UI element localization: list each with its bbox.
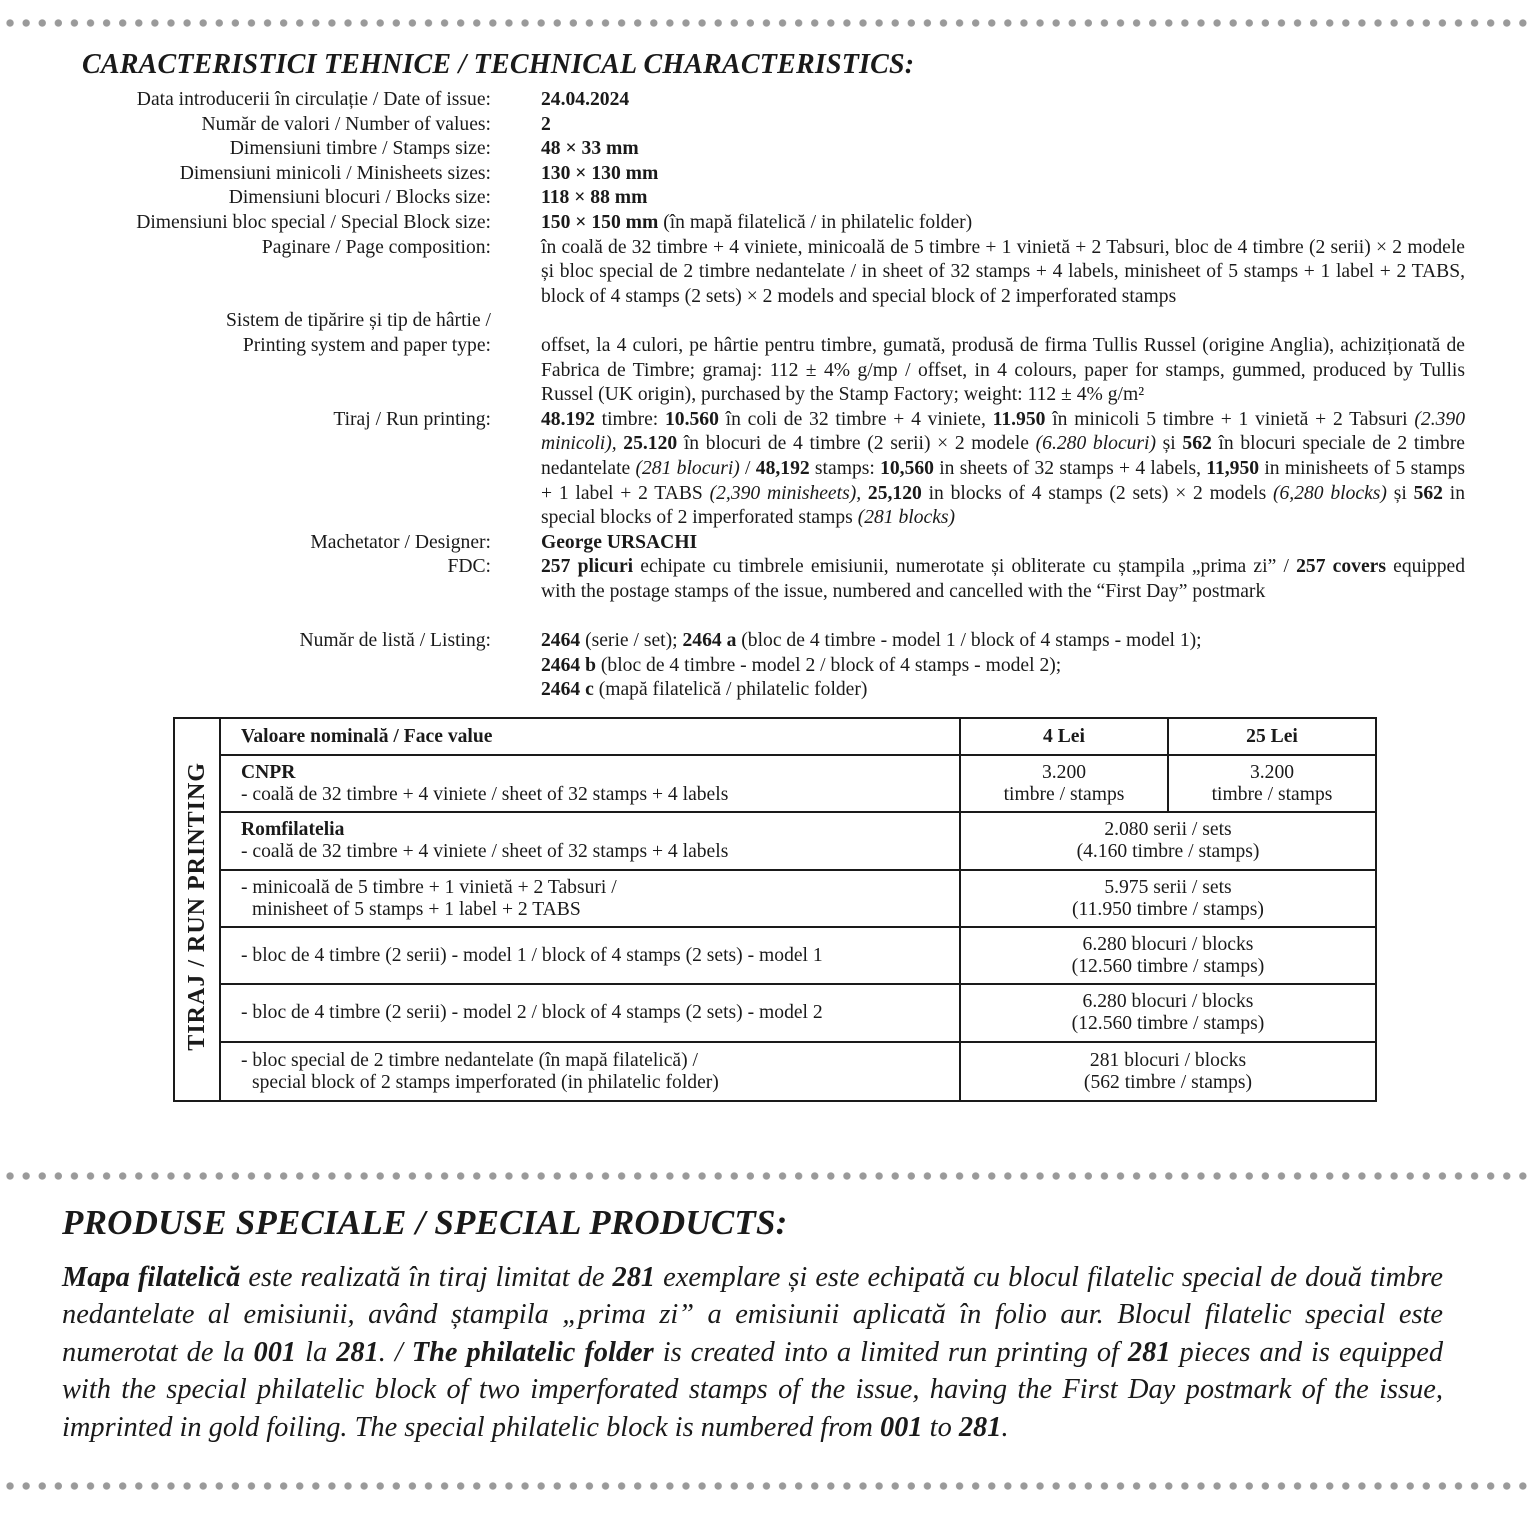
run-text: și (1156, 433, 1183, 455)
table-row (174, 984, 1376, 1042)
cell-value: 281 blocuri / blocks (1089, 1049, 1247, 1071)
table-cell-desc (220, 870, 960, 927)
table-cell-desc (220, 1042, 960, 1101)
run-text: în minicoli 5 timbre + 1 vinietă + 2 Tabsuri (1045, 408, 1415, 430)
spec-label: Machetator / Designer: (310, 531, 491, 553)
cell-unit: (4.160 timbre / stamps) (1076, 841, 1260, 862)
run-text: / (739, 457, 756, 479)
dotted-divider-bottom (0, 1481, 1527, 1491)
listing-text: (bloc de 4 timbre - model 1 / block of 4 stamps - model 1); (736, 630, 1202, 652)
cell-value: 6.280 blocuri / blocks (1082, 991, 1254, 1012)
row-desc: - minicoală de 5 timbre + 1 vinietă + 2 Tabsuri / (241, 876, 617, 898)
row-desc: - bloc de 4 timbre (2 serii) - model 2 / block of 4 stamps (2 sets) - model 2 (241, 1002, 823, 1023)
fdc-text: echipate cu timbrele emisiunii, numerotate și obliterate cu ștampila „prima zi” / (633, 556, 1297, 578)
table-row (174, 927, 1376, 984)
spec-label: FDC: (447, 556, 491, 578)
listing-line (541, 629, 1465, 654)
run-text: (281 blocuri) (635, 457, 740, 479)
spec-row-designer (0, 531, 1527, 556)
row-desc: - coală de 32 timbre + 4 viniete / sheet of 32 stamps + 4 labels (241, 783, 729, 805)
technical-characteristics-title: CARACTERISTICI TEHNICE / TECHNICAL CHARACTERISTICS: (82, 49, 915, 80)
sp-text: 001 (253, 1336, 297, 1368)
run-text: în coli de 32 timbre + 4 viniete, (718, 408, 993, 430)
table-cell-value (960, 755, 1168, 812)
table-cell-desc (220, 927, 960, 984)
row-title: CNPR (241, 761, 296, 783)
run-text: în blocuri speciale de 2 timbre nedantelate (541, 433, 1465, 479)
face-value-25-lei: 25 Lei (1168, 718, 1376, 755)
run-text: și (1386, 482, 1414, 504)
run-text: (2.390 minicoli), (541, 408, 1466, 455)
spec-label: Sistem de tipărire și tip de hârtie / (226, 310, 491, 332)
fdc-text: 257 covers (1296, 556, 1386, 578)
listing-number: 2464 (541, 630, 581, 652)
run-text: în blocuri de 4 timbre (2 serii) × 2 modele (677, 433, 1036, 455)
sp-text: la (296, 1336, 337, 1368)
row-desc: - bloc de 4 timbre (2 serii) - model 1 / block of 4 stamps (2 sets) - model 1 (241, 944, 823, 966)
row-desc: - coală de 32 timbre + 4 viniete / sheet of 32 stamps + 4 labels (241, 841, 729, 862)
run-text: stamps: (809, 457, 881, 479)
special-products-title: PRODUSE SPECIALE / SPECIAL PRODUCTS: (62, 1203, 788, 1242)
spec-row-printing-label-1 (0, 309, 1527, 334)
sp-text: este realizată în tiraj limitat de (240, 1262, 613, 1293)
spec-row-stamps-size (0, 137, 1527, 162)
spec-label: Dimensiuni bloc special / Special Block size: (136, 211, 491, 233)
spec-label: Număr de listă / Listing: (299, 630, 491, 652)
run-text: 25.120 (623, 433, 678, 455)
spec-row-number-of-values (0, 113, 1527, 138)
side-label-text: TIRAJ / RUN PRINTING (184, 762, 210, 1051)
spec-label: Printing system and paper type: (242, 334, 491, 356)
spec-label: Data introducerii în circulație / Date of issue: (136, 89, 491, 110)
dotted-divider-middle (0, 1171, 1527, 1181)
run-text: 562 (1413, 482, 1443, 504)
cell-unit: (12.560 timbre / stamps) (1071, 955, 1265, 977)
spec-row-minisheets-size (0, 162, 1527, 187)
run-text: (281 blocks) (857, 507, 956, 529)
spec-label: Paginare / Page composition: (261, 236, 491, 258)
run-text: (2,390 minisheets), (709, 482, 862, 504)
table-cell-value (960, 870, 1376, 927)
sp-text: . (1001, 1411, 1009, 1443)
cell-value: 5.975 serii / sets (1104, 876, 1232, 898)
table-cell-value (1168, 755, 1376, 812)
table-cell-value (960, 927, 1376, 984)
spec-value: 24.04.2024 (541, 89, 630, 110)
sp-text: 001 (879, 1411, 923, 1443)
spec-label: Dimensiuni timbre / Stamps size: (229, 138, 491, 160)
cell-value: 3.200 (1041, 761, 1087, 783)
spec-value-bold: 150 × 150 mm (541, 211, 659, 233)
spec-value: 130 × 130 mm (541, 162, 659, 184)
listing-number: 2464 b (541, 654, 596, 676)
table-header-row (174, 718, 1376, 755)
cell-value: 2.080 serii / sets (1104, 819, 1232, 840)
special-products-text (62, 1259, 1443, 1446)
spec-row-printing-system (0, 334, 1527, 408)
table-cell-value (960, 1042, 1376, 1101)
run-text: 10.560 (665, 408, 719, 430)
run-text: 48,192 (755, 457, 810, 479)
run-printing-table (173, 717, 1377, 1102)
spec-label: Dimensiuni blocuri / Blocks size: (228, 187, 491, 209)
row-desc: special block of 2 stamps imperforated (in philatelic folder) (252, 1071, 719, 1093)
run-printing-side-label (174, 718, 220, 1101)
run-text: (6,280 blocks) (1272, 482, 1387, 504)
spec-value-rest: (în mapă filatelică / in philatelic folder) (658, 211, 973, 233)
listing-number: 2464 a (682, 630, 737, 652)
run-text: 48.192 (541, 408, 595, 430)
spec-row-run-printing (0, 408, 1527, 531)
cell-unit: (12.560 timbre / stamps) (1071, 1013, 1265, 1034)
table-cell-desc (220, 984, 960, 1042)
technical-specs (0, 88, 1527, 703)
run-text: 11,950 (1206, 457, 1260, 479)
table-cell-value (960, 984, 1376, 1042)
sp-text: The philatelic folder (411, 1336, 654, 1368)
spec-label: Număr de valori / Number of values: (201, 113, 491, 135)
fdc-text: 257 plicuri (541, 556, 634, 578)
run-text: timbre: (594, 408, 665, 430)
sp-text: 281 (612, 1262, 656, 1293)
sp-text: . / (378, 1336, 412, 1368)
dotted-divider-top (0, 18, 1527, 28)
table-cell-value (960, 812, 1376, 870)
spec-value (541, 211, 1465, 236)
spec-row-special-block-size (0, 211, 1527, 236)
cell-unit: (562 timbre / stamps) (1083, 1071, 1253, 1093)
spec-row-listing (0, 629, 1527, 703)
sp-text: 281 (1127, 1336, 1171, 1368)
run-text: in blocks of 4 stamps (2 sets) × 2 models (921, 482, 1273, 504)
listing-line (541, 678, 1465, 703)
cell-value: 6.280 blocuri / blocks (1082, 933, 1254, 955)
row-title: Romfilatelia (241, 819, 345, 840)
sp-text: exemplare și este echipată cu blocul filatelic special de două timbre nedantelate al emisiunii, având ștampila „prima zi” a emisiunii aplicată în folio aur. Blocul filatelic special este numerotat de la (62, 1262, 1444, 1368)
sp-text: is created into a limited run printing of (653, 1336, 1128, 1368)
table-cell-desc (220, 755, 960, 812)
spec-row-fdc (0, 555, 1527, 629)
face-value-header: Valoare nominală / Face value (220, 718, 960, 755)
table-row (174, 870, 1376, 927)
run-text: in special blocks of 2 imperforated stamps (541, 482, 1465, 529)
spec-value: 48 × 33 mm (541, 138, 639, 160)
spec-row-blocks-size (0, 186, 1527, 211)
cell-unit: timbre / stamps (1003, 783, 1125, 805)
table-row (174, 1042, 1376, 1101)
spec-label: Dimensiuni minicoli / Minisheets sizes: (179, 162, 491, 184)
run-text: (6.280 blocuri) (1035, 433, 1157, 455)
run-text (861, 483, 868, 504)
spec-value: George URSACHI (541, 531, 698, 553)
row-desc: - bloc special de 2 timbre nedantelate (în mapă filatelică) / (241, 1049, 698, 1071)
spec-value: 2 (541, 113, 551, 135)
spec-value (541, 629, 1465, 703)
spec-value: 118 × 88 mm (541, 187, 648, 209)
listing-line (541, 654, 1465, 679)
spec-row-issue-date (0, 88, 1527, 113)
run-text: 11.950 (992, 408, 1046, 430)
listing-number: 2464 c (541, 679, 594, 701)
listing-text: (mapă filatelică / philatelic folder) (593, 679, 868, 701)
table-row (174, 812, 1376, 870)
listing-text: (bloc de 4 timbre - model 2 / block of 4 stamps - model 2); (595, 654, 1062, 676)
run-text: 562 (1182, 433, 1212, 455)
listing-text: (serie / set); (580, 630, 683, 652)
spec-row-page-composition (0, 236, 1527, 310)
run-text: 10,560 (880, 457, 934, 479)
spec-value (541, 408, 1465, 531)
table-row (174, 755, 1376, 812)
sp-text: Mapa filatelică (62, 1262, 241, 1293)
fdc-text: equipped with the postage stamps of the issue, numbered and cancelled with the “First Day” postmark (541, 556, 1465, 602)
sp-text: pieces and is equipped with the special philatelic block of two imperforated stamps of the issue, having the First Day postmark of the issue, imprinted in gold foiling. The special philatelic block is numbered from (62, 1336, 1444, 1443)
cell-unit: (11.950 timbre / stamps) (1072, 898, 1264, 920)
spec-label: Tiraj / Run printing: (333, 408, 491, 430)
spec-value: în coală de 32 timbre + 4 viniete, minicoală de 5 timbre + 1 vinietă + 2 Tabsuri, bloc de 4 timbre (2 serii) × 2 modele și bloc special de 2 timbre nedantelate / in sheet of 32 stamps + 4 labels, minisheet of 5 stamps + 1 label + 2 TABS, block of 4 stamps (2 sets) × 2 models and special block of 2 imperforated stamps (541, 236, 1465, 307)
table-cell-desc (220, 812, 960, 870)
spec-value: offset, la 4 culori, pe hârtie pentru timbre, gumată, produsă de firma Tullis Russel (origine Anglia), achiziționată de Fabrica de Timbre; gramaj: 112 ± 4% g/mp / offset, in 4 colours, paper for stamps, gummed, produced by Tullis Russel (UK origin), purchased by the Stamp Factory; weight: 112 ± 4% g/m² (541, 334, 1465, 406)
sp-text: 281 (958, 1411, 1002, 1443)
cell-value: 3.200 (1249, 761, 1295, 783)
sp-text: to (922, 1411, 959, 1443)
run-text: in sheets of 32 stamps + 4 labels, (933, 457, 1207, 479)
sp-text: 281 (336, 1336, 379, 1368)
spec-value (541, 555, 1465, 604)
face-value-4-lei: 4 Lei (960, 718, 1168, 755)
cell-unit: timbre / stamps (1211, 783, 1333, 805)
row-desc: minisheet of 5 stamps + 1 label + 2 TABS (252, 898, 581, 920)
run-text: 25,120 (867, 482, 922, 504)
run-text: in minisheets of 5 stamps + 1 label + 2 TABS (541, 457, 1465, 504)
